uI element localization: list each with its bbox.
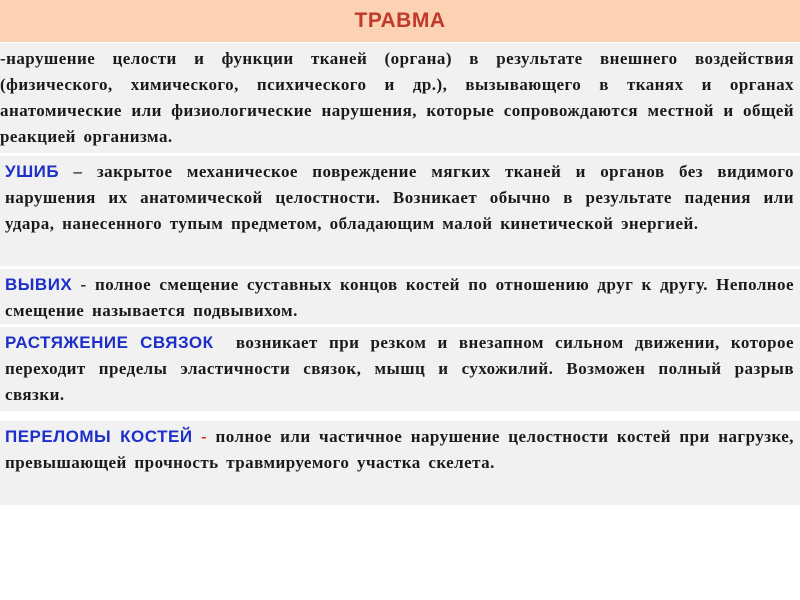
definition-text: полное смещение суставных концов костей по отношению друг к другу. Неполное смещение называется подвывихом.: [5, 275, 794, 320]
definition-text: -нарушение целости и функции тканей (органа) в результате внешнего воздействия (физического, химического, психического и др.), вызывающего в тканях и органах анатомические или физиологические нарушения, которые сопровождаются местной и общей реакцией организма.: [0, 49, 794, 146]
title-bar: [0, 0, 800, 42]
definition-separator: –: [59, 162, 97, 181]
definition-separator: [214, 333, 236, 352]
definition-separator: -: [72, 275, 95, 294]
definition-fracture: [0, 421, 800, 505]
definition-sprain: [0, 327, 800, 411]
definition-text: возникает при резком и внезапном сильном движении, которое переходит пределы эластичности связок, мышц и сухожилий. Возможен полный разрыв связки.: [5, 333, 794, 404]
definition-text: полное или частичное нарушение целостности костей при нагрузке, превышающей прочность травмируемого участка скелета.: [5, 427, 795, 472]
definition-term: РАСТЯЖЕНИЕ СВЯЗОК: [5, 333, 214, 352]
definition-term: УШИБ: [5, 162, 60, 181]
definition-separator: -: [192, 427, 216, 446]
slide-title: ТРАВМА: [354, 9, 446, 32]
definition-bruise: [0, 156, 800, 266]
definition-text: закрытое механическое повреждение мягких тканей и органов без видимого нарушения их анатомической целостности. Возникает обычно в результате падения или удара, нанесенного тупым предметом, обладающим малой кинетической энергией.: [5, 162, 794, 233]
definition-term: ВЫВИХ: [5, 275, 73, 294]
definition-trauma: [0, 43, 800, 153]
definition-term: ПЕРЕЛОМЫ КОСТЕЙ: [5, 427, 193, 446]
definition-dislocation: [0, 269, 800, 324]
